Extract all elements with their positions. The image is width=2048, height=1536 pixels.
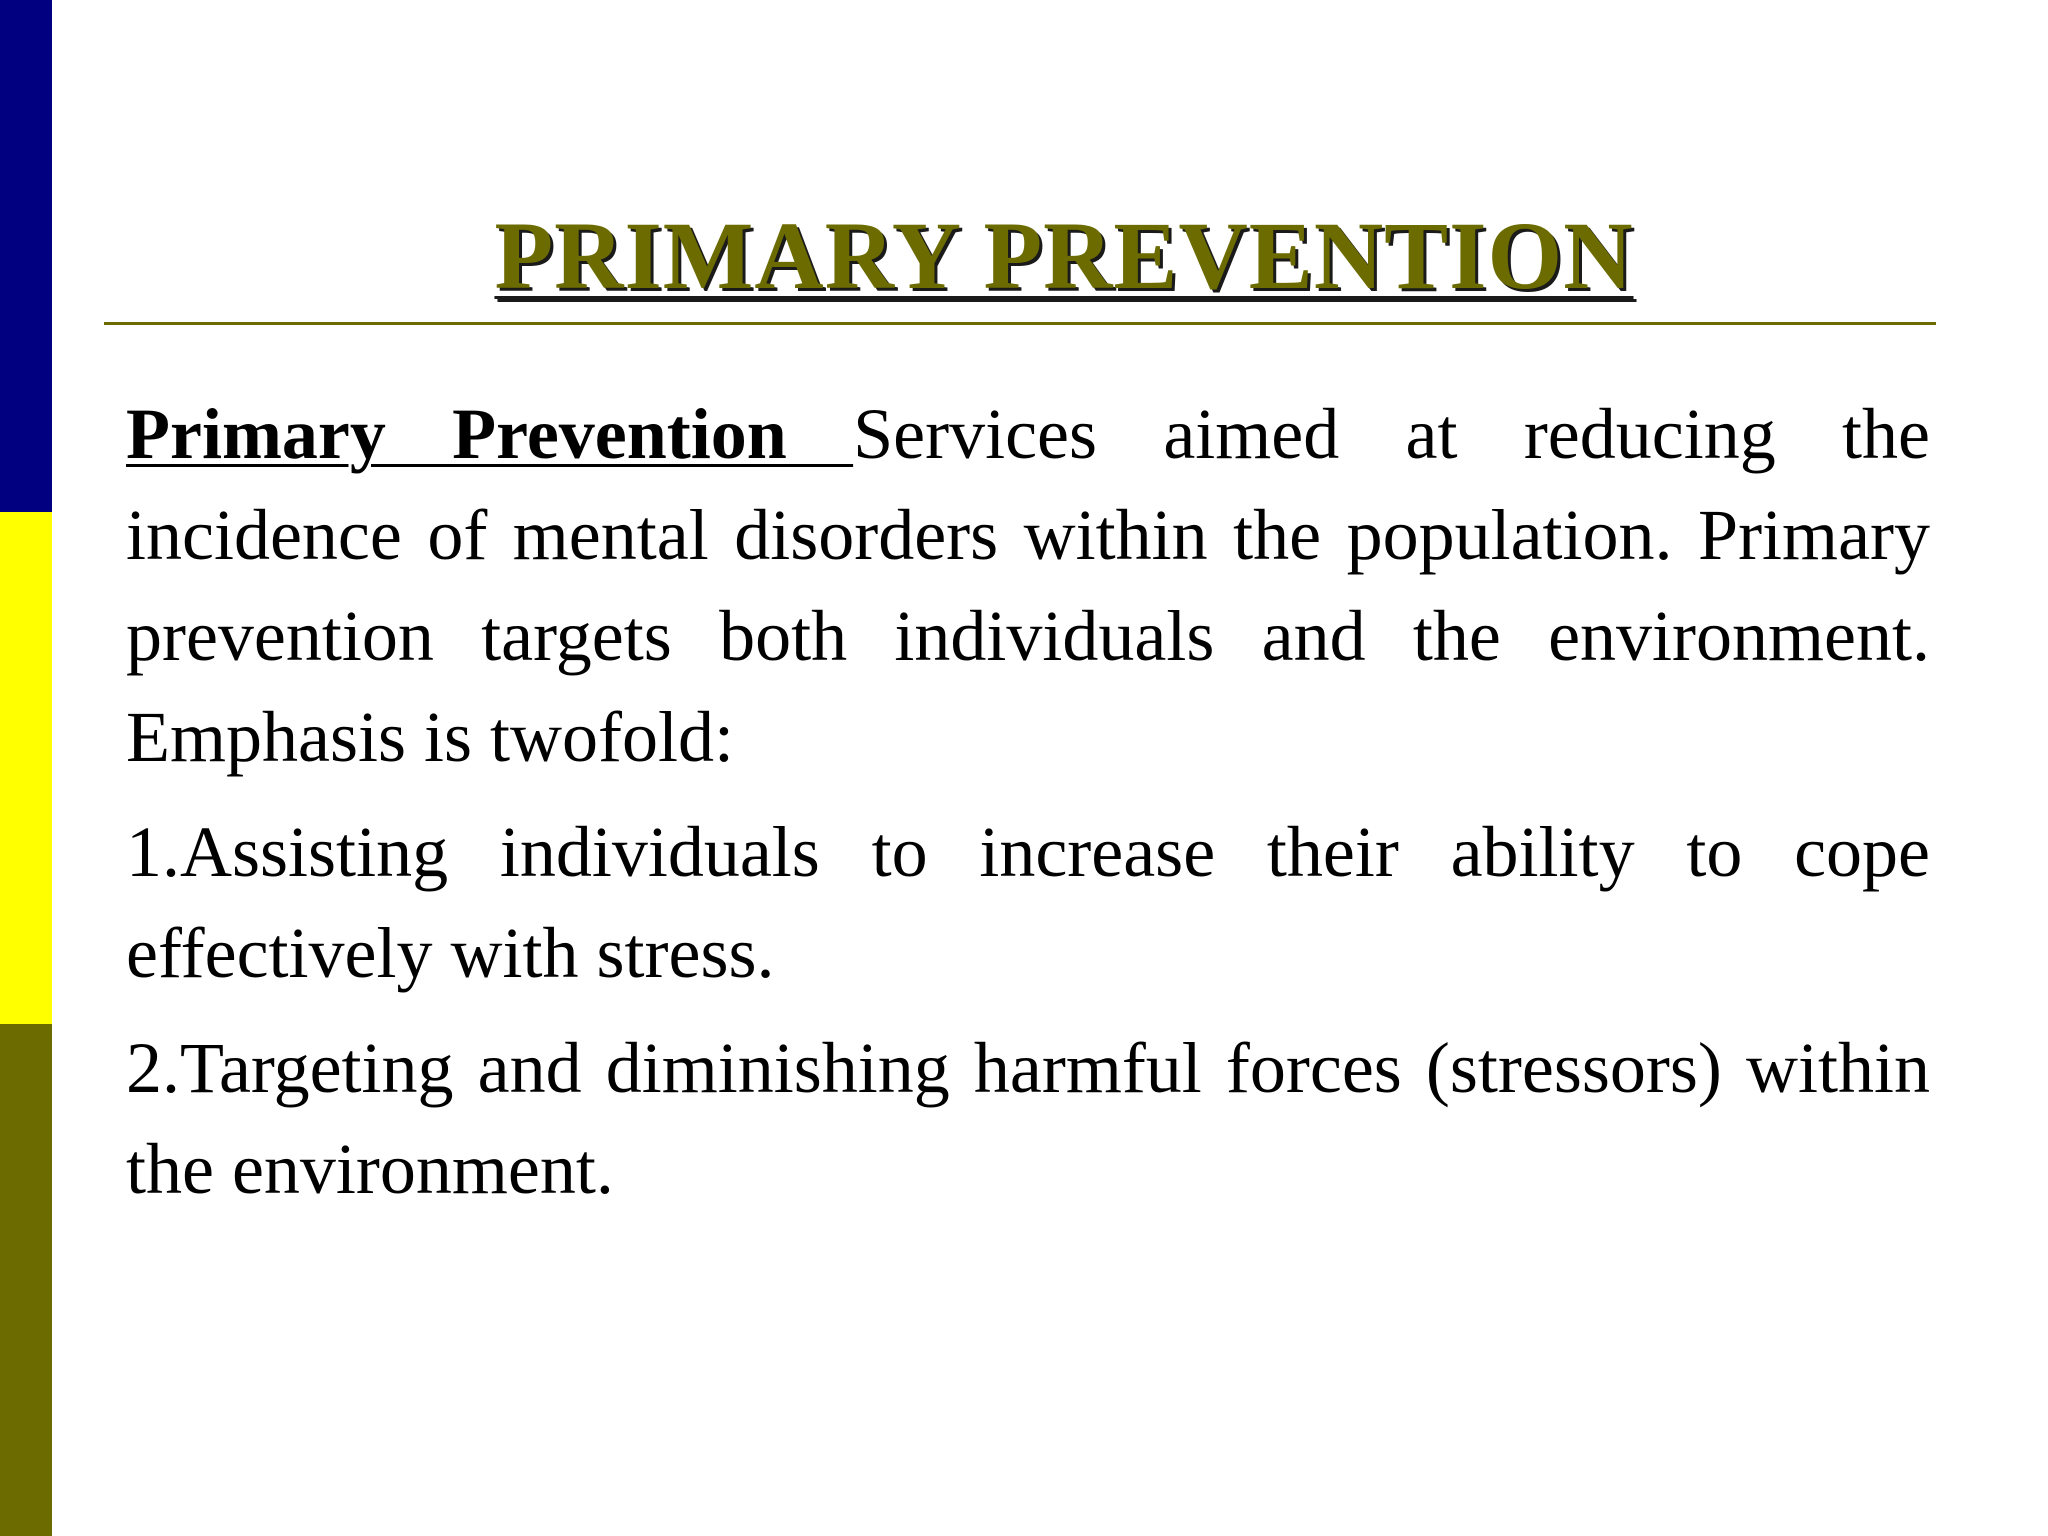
point-2: 2.Targeting and diminishing harmful forces (stressors) within the environment. <box>126 1028 1930 1209</box>
side-bar-olive <box>0 1024 52 1536</box>
definition-paragraph <box>126 384 1930 788</box>
side-bar-yellow <box>0 512 52 1024</box>
slide-title: PRIMARY PREVENTION <box>494 202 1634 309</box>
definition-text: Services aimed at reducing the incidence of mental disorders within the population. Primary prevention targets both individuals and the environment. Emphasis is twofold: <box>126 394 1930 777</box>
point-1: 1.Assisting individuals to increase their ability to cope effectively with stress. <box>126 812 1930 993</box>
side-bar-blue <box>0 0 52 512</box>
slide-body <box>126 384 1930 1234</box>
definition-term: Primary Prevention <box>126 394 854 474</box>
title-underline-rule <box>104 322 1936 325</box>
